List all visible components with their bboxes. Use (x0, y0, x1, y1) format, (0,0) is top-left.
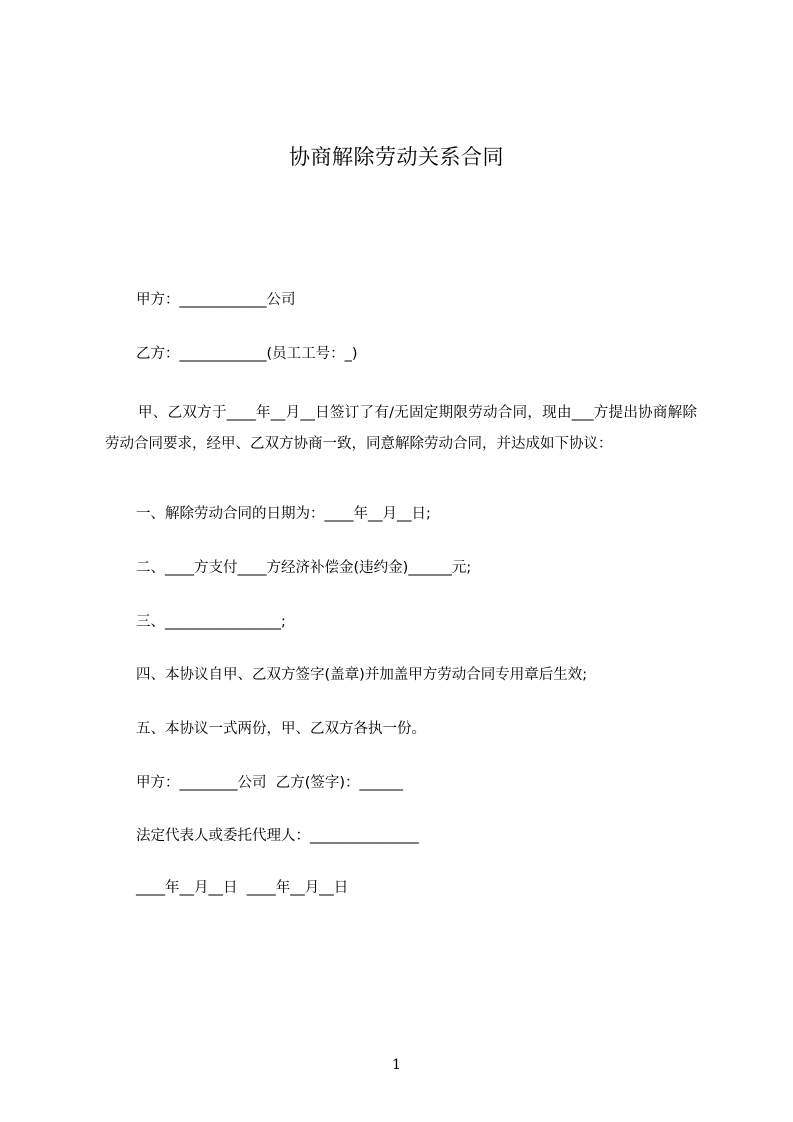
signature-dates-line: ____年__月__日 ____年__月__日 (136, 880, 349, 896)
clause-4: 四、本协议自甲、乙双方签字(盖章)并加盖甲方劳动合同专用章后生效; (136, 667, 588, 683)
document-title: 协商解除劳动关系合同 (289, 145, 504, 169)
party-a-line: 甲方：____________公司 (136, 292, 296, 308)
clause-1: 一、解除劳动合同的日期为：____年__月__日; (136, 506, 431, 522)
clause-2: 二、____方支付____方经济补偿金(违约金)______元; (136, 560, 472, 576)
clause-3: 三、________________; (136, 614, 286, 630)
legal-representative-line: 法定代表人或委托代理人：_______________ (136, 828, 419, 844)
clause-5: 五、本协议一式两份，甲、乙双方各执一份。 (136, 721, 426, 737)
party-b-line: 乙方：____________(员工工号：_) (136, 346, 358, 362)
signature-parties-line: 甲方：________公司 乙方(签字)：______ (136, 775, 404, 791)
preamble-paragraph: 甲、乙双方于____年__月__日签订了有/无固定期限劳动合同，现由___方提出协商解除劳动合同要求，经甲、乙双方协商一致，同意解除劳动合同，并达成如下协议： (105, 405, 697, 452)
page-number: 1 (392, 1057, 401, 1073)
